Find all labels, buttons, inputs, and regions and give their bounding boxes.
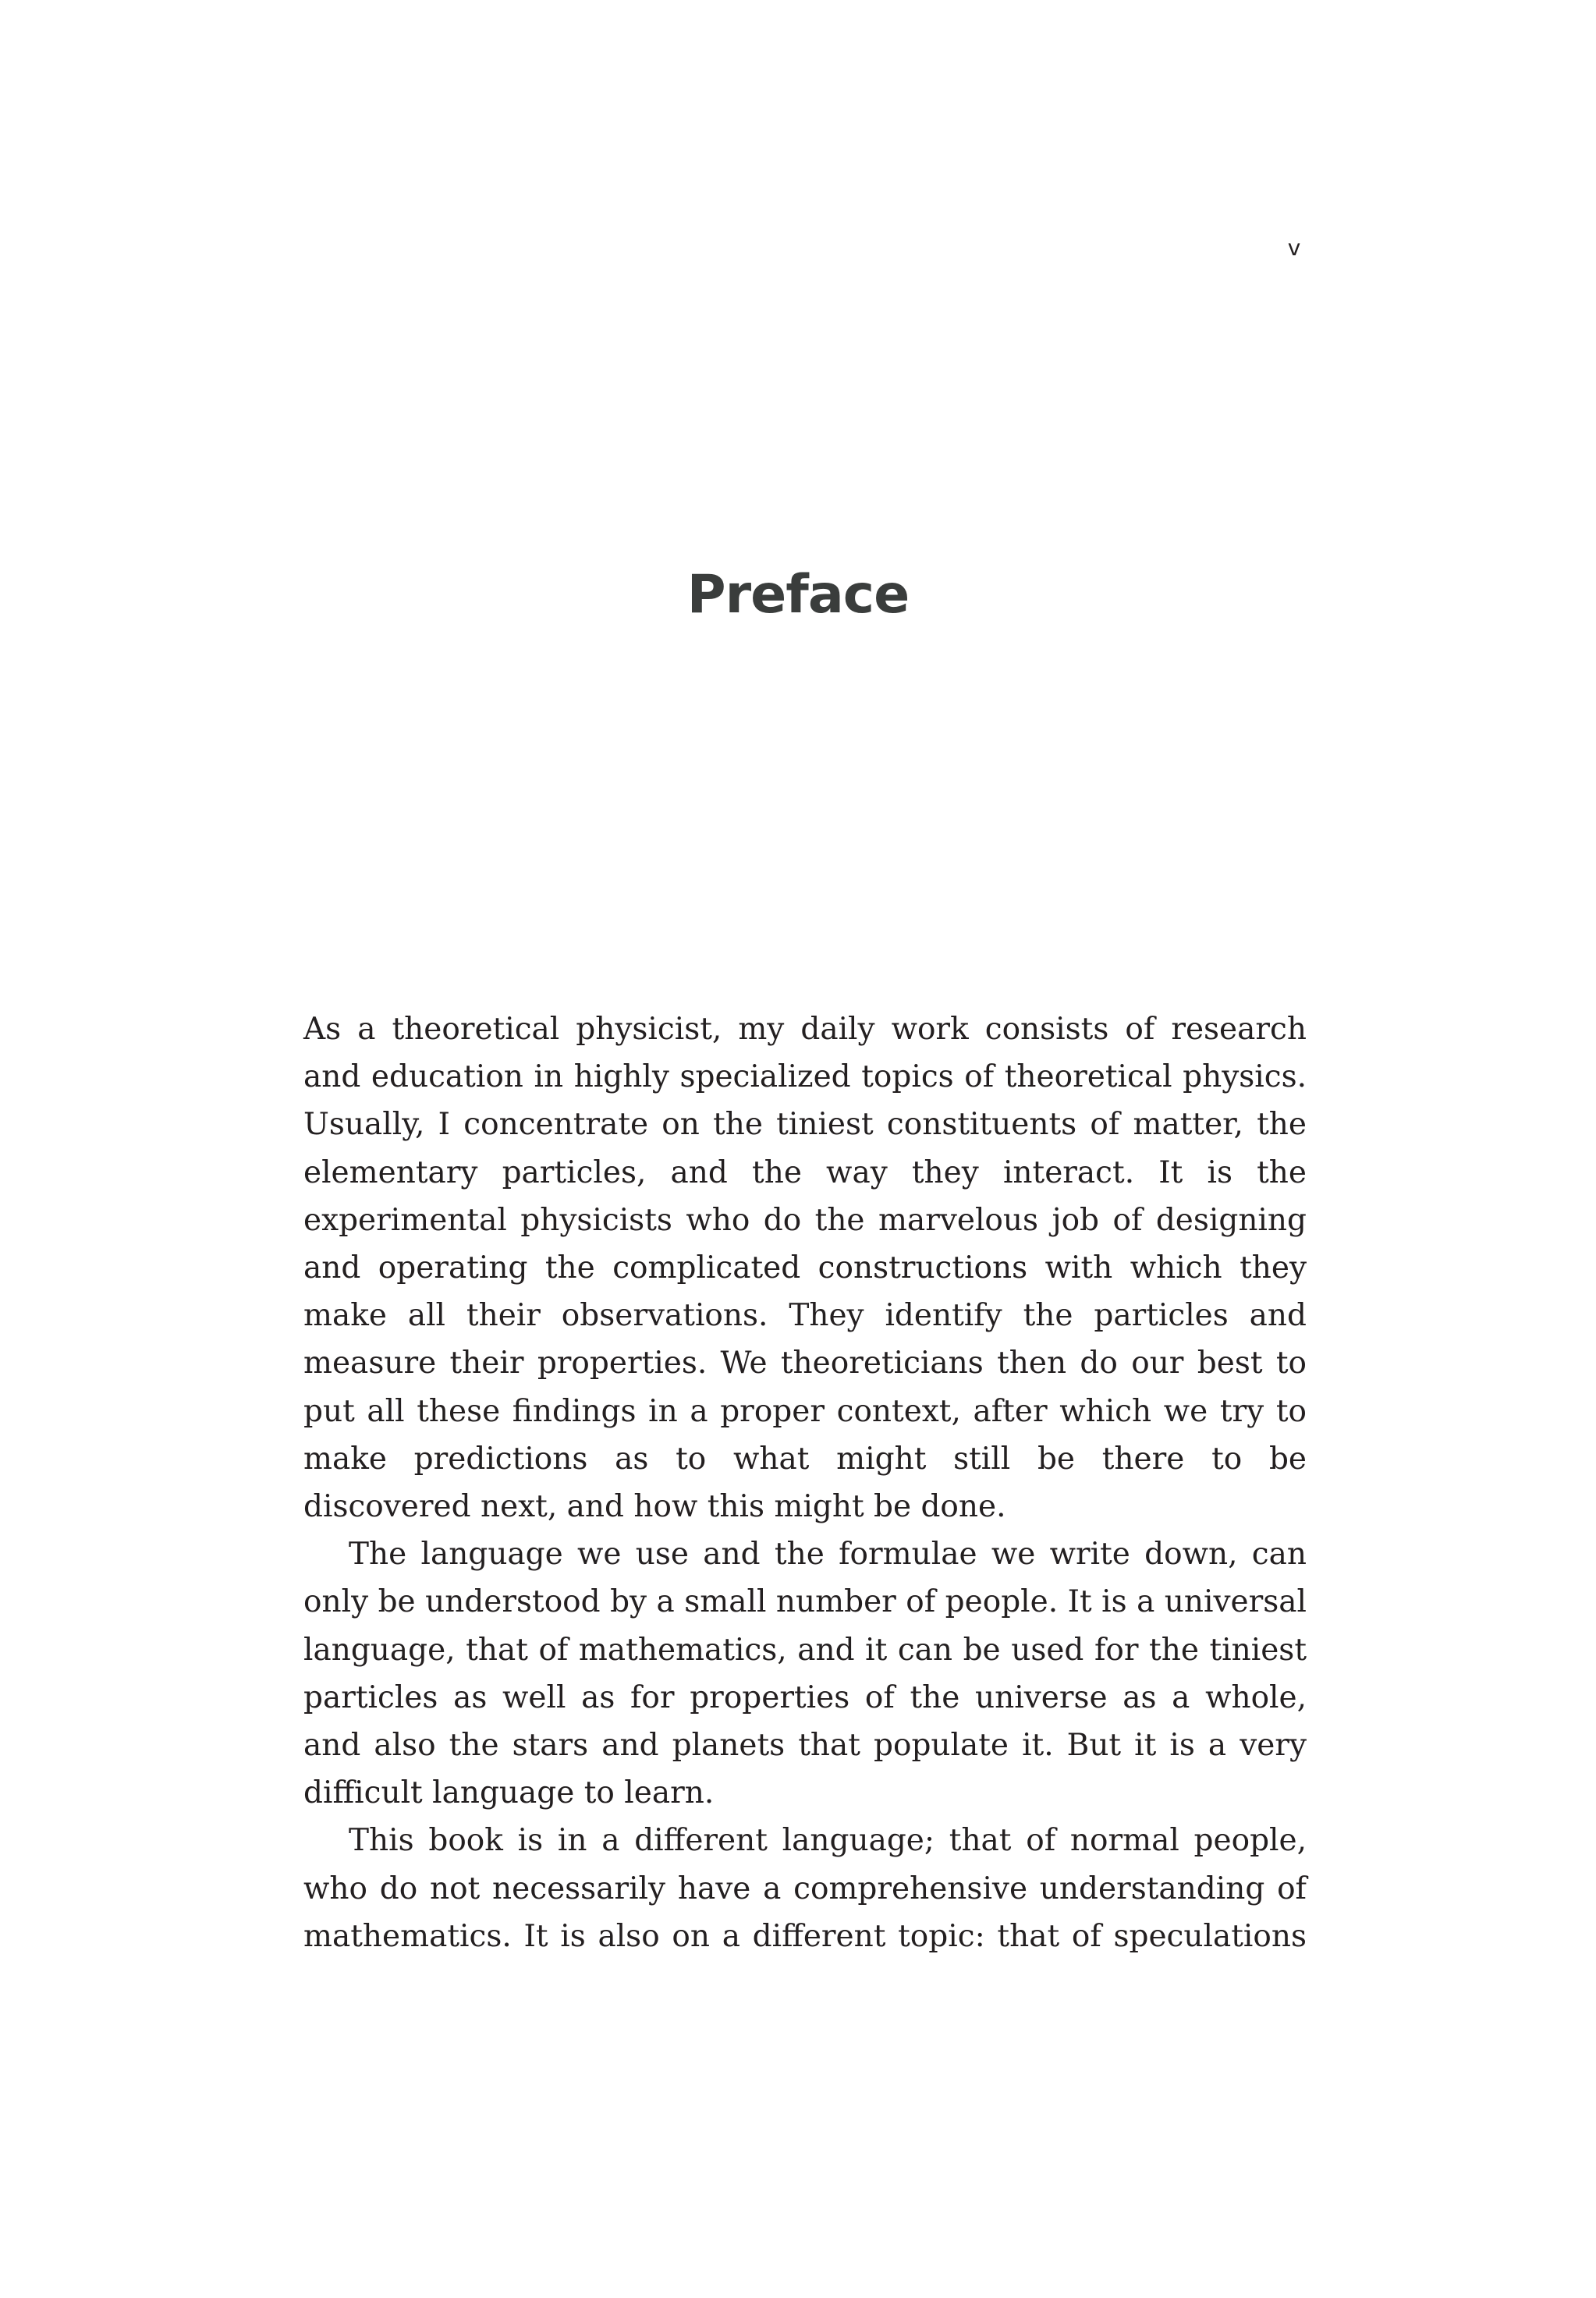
paragraph-3: This book is in a different language; that of normal people, who do not necessarily have a comprehensive understanding of mathematics. It is also on a different topic: that of speculations	[303, 1823, 1307, 1954]
chapter-title: Preface	[686, 563, 910, 626]
paragraph-1: As a theoretical physicist, my daily work consists of research and education in highly specialized topics of theoretical physics. Usually, I concentrate on the tiniest constituents of matter, the elementary particles, and the way they interact. It is the experimental physicists who do the marvelous job of designing and operating the complicated constructions with which they make all their observations. They identify the particles and measure their properties. We theoreticians then do our best to put all these findings in a proper context, after which we try to make predictions as to what might still be there to be discovered next, and how this might be done.	[303, 1012, 1307, 1525]
paragraph-2: The language we use and the formulae we write down, can only be understood by a small number of people. It is a universal language, that of mathematics, and it can be used for the tiniest particles as well as for properties of the universe as a whole, and also the stars and planets that populate it. But it is a very difficult language to learn.	[303, 1537, 1307, 1811]
body-text	[303, 1005, 1307, 1960]
page-number: v	[1287, 235, 1301, 261]
